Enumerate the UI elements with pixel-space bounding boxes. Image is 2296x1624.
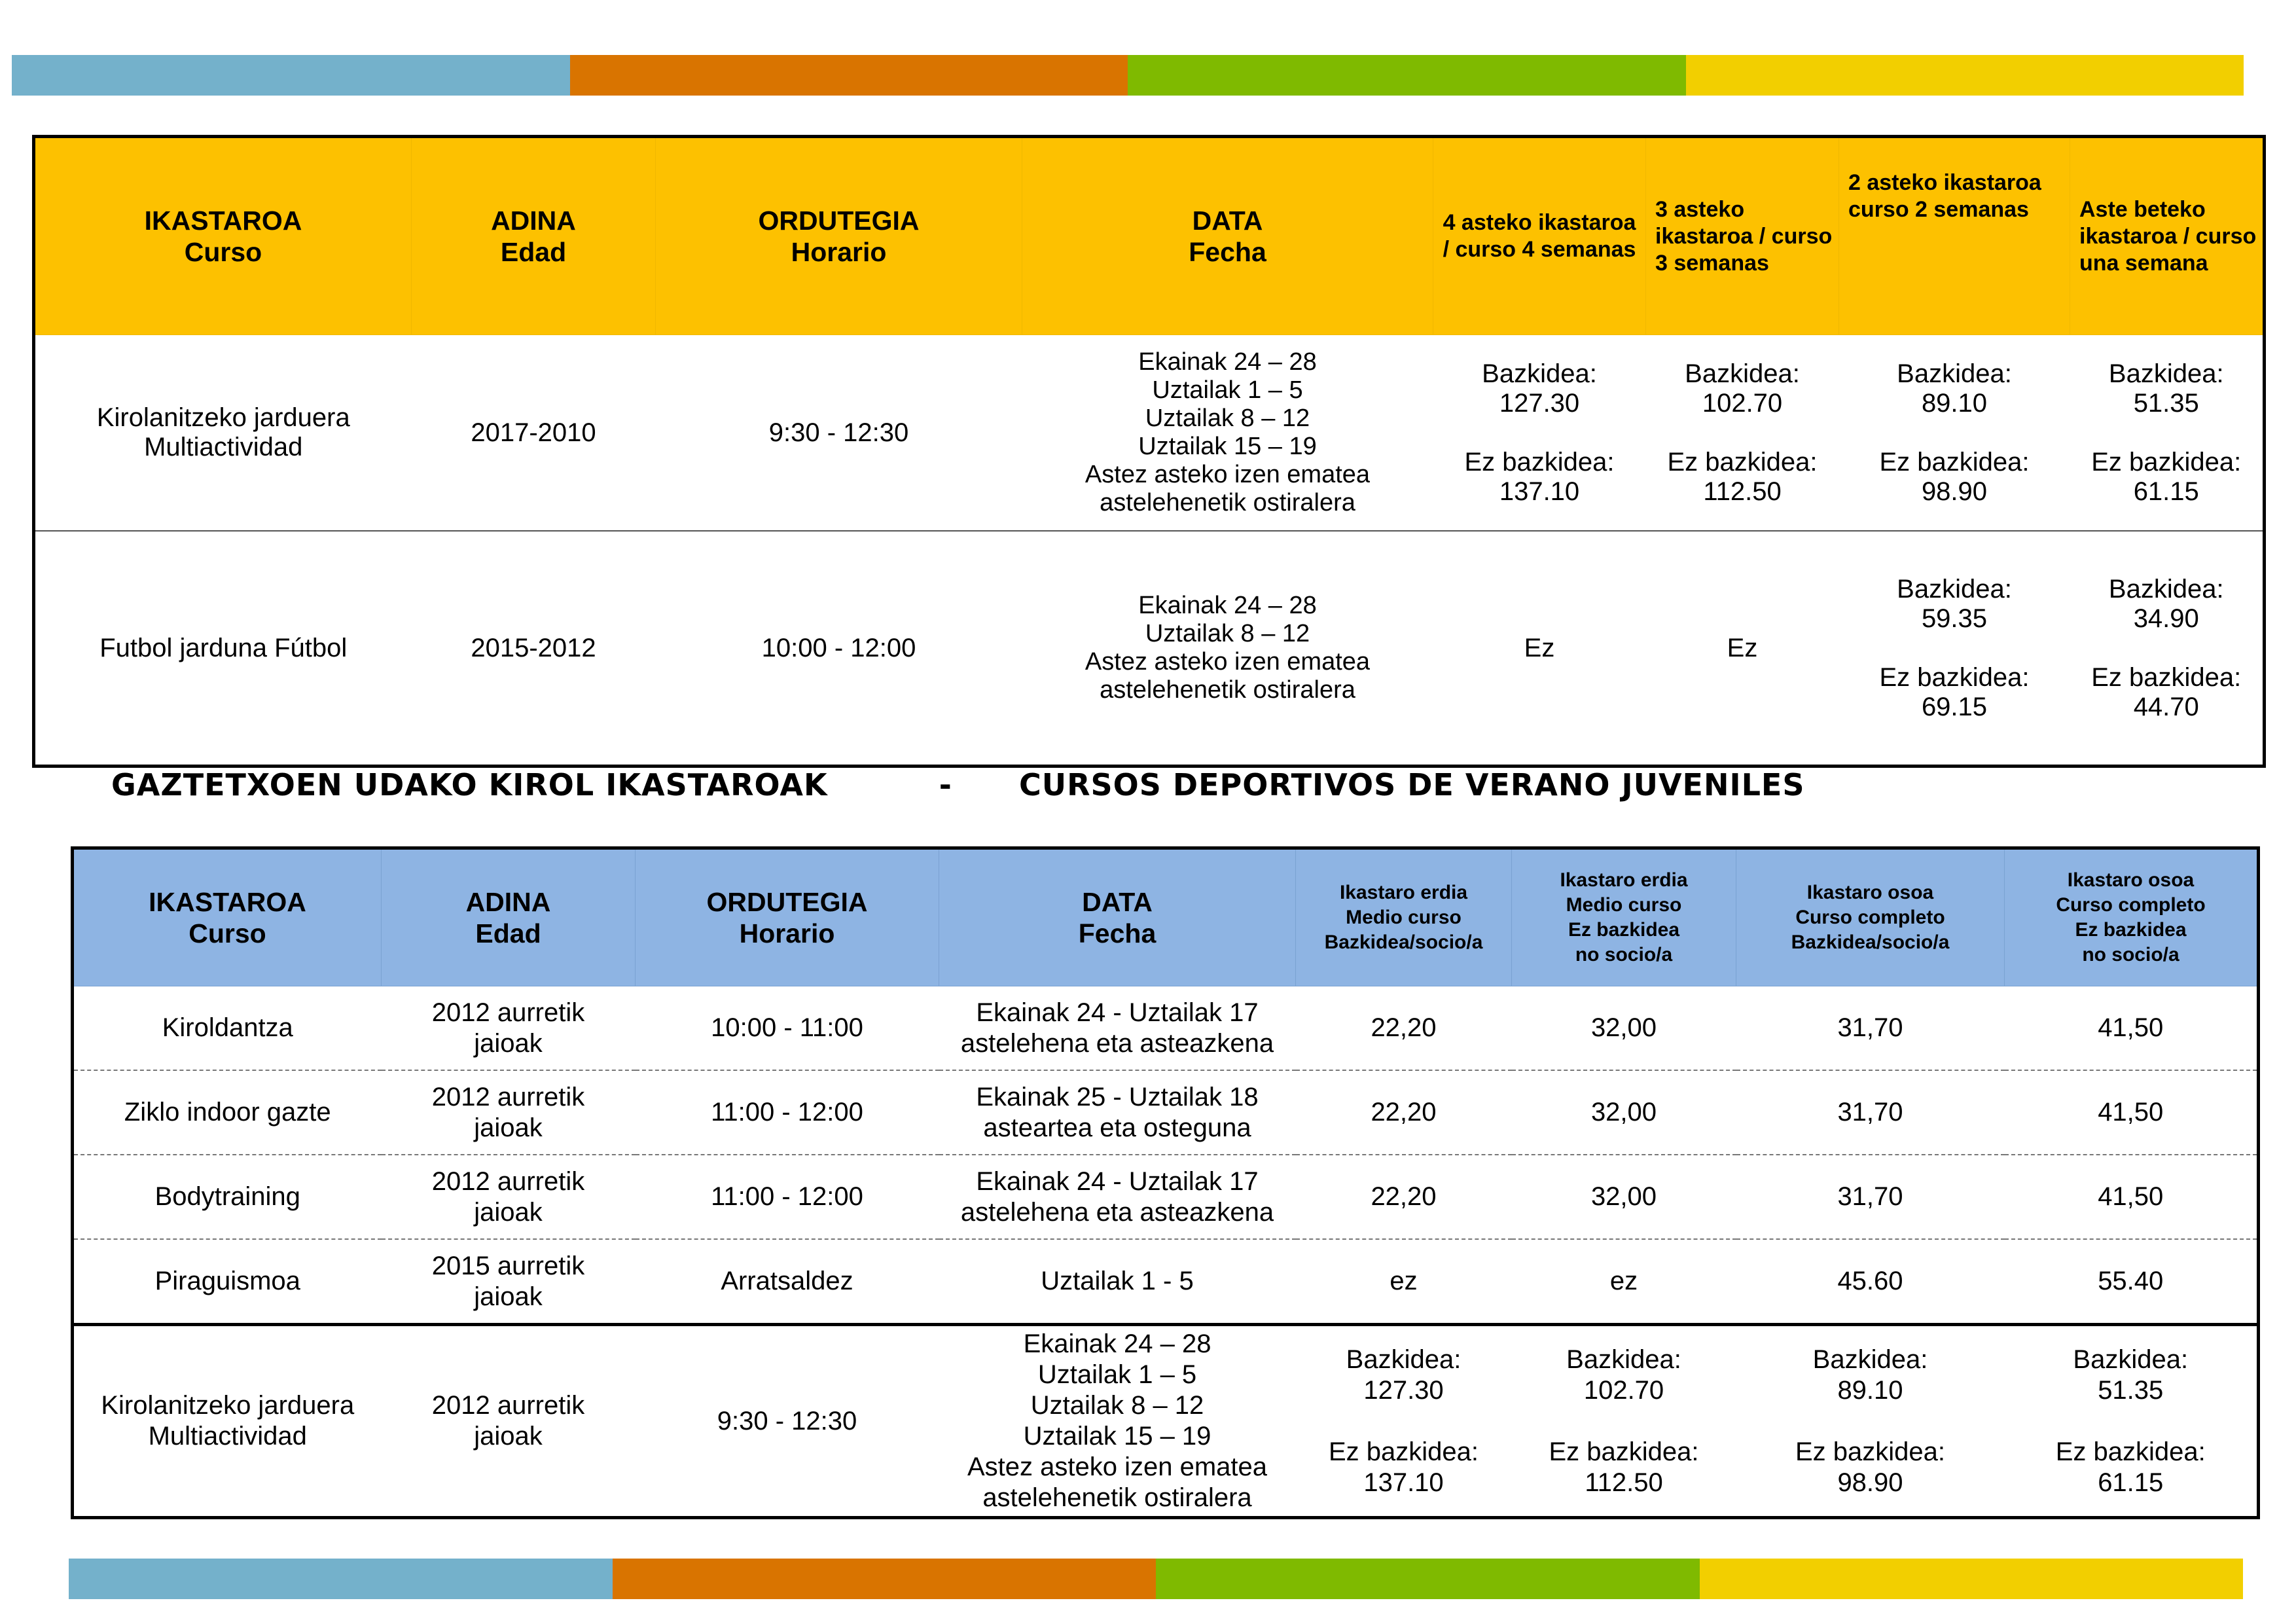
cell-edad: 2012 aurretik jaioak [382,986,636,1071]
cell-price: 22,20 [1296,1070,1512,1155]
header-horario: ORDUTEGIA Horario [636,848,939,986]
cell-price: 32,00 [1512,1070,1736,1155]
cell-price: 22,20 [1296,986,1512,1071]
cell-price: Bazkidea: 51.35 Ez bazkidea: 61.15 [2055,1344,2206,1497]
bottom-color-stripe [69,1559,2243,1599]
table-row [73,1070,2259,1155]
cell-fecha: Ekainak 24 – 28 Uztailak 8 – 12 Astez asteko izen ematea astelehenetik ostiralera [1085,592,1371,704]
cell-fecha: Ekainak 24 - Uztailak 17 astelehena eta asteazkena [939,986,1296,1071]
cell-price-2w: Bazkidea: 59.35 Ez bazkidea: 69.15 [1879,574,2030,721]
table-header-row [34,137,2265,335]
header-medio-socio: Ikastaro erdia Medio curso Bazkidea/socio/a [1296,848,1512,986]
cell-price: 22,20 [1296,1155,1512,1239]
section-title [111,767,1804,803]
header-edad: ADINA Edad [382,848,636,986]
cell-curso: Futbol jarduna Fútbol [99,633,348,662]
cell-edad: 2012 aurretik jaioak [382,1070,636,1155]
cell-edad: 2012 aurretik jaioak [431,1391,585,1451]
header-edad: ADINA Edad [412,137,656,335]
cell-curso: Piraguismoa [73,1239,382,1325]
header-1-week: Aste beteko ikastaroa / curso una semana [2070,137,2265,335]
table-row [34,335,2265,532]
cell-price: ez [1296,1239,1512,1325]
cell-price: 41,50 [2005,986,2259,1071]
header-fecha: DATA Fecha [939,848,1296,986]
header-completo-nosocio: Ikastaro osoa Curso completo Ez bazkidea no socio/a [2005,848,2259,986]
stripe-orange [570,55,1128,96]
stripe-blue [69,1559,613,1599]
header-2-weeks: 2 asteko ikastaroa curso 2 semanas [1839,137,2070,335]
cell-edad: 2017-2010 [412,335,656,532]
header-completo-socio: Ikastaro osoa Curso completo Bazkidea/socio/a [1736,848,2005,986]
stripe-green [1156,1559,1700,1599]
header-curso: IKASTAROA Curso [73,848,382,986]
cell-fecha: Ekainak 24 – 28 Uztailak 1 – 5 Uztailak 8 – 12 Uztailak 15 – 19 Astez asteko izen ematea astelehenetik ostiralera [967,1329,1268,1512]
cell-price-3w: Ez [1727,633,1758,662]
cell-price: 31,70 [1736,986,2005,1071]
header-curso: IKASTAROA Curso [34,137,412,335]
section-title-eu: GAZTETXOEN UDAKO KIROL IKASTAROAK [111,767,828,803]
table-row [73,1155,2259,1239]
cell-price: 45.60 [1736,1239,2005,1325]
cell-curso: Kirolanitzeko jarduera Multiactividad [101,1391,355,1451]
cell-curso: Bodytraining [73,1155,382,1239]
stripe-yellow [1686,55,2244,96]
stripe-green [1128,55,1686,96]
cell-curso: Ziklo indoor gazte [73,1070,382,1155]
header-fecha: DATA Fecha [1022,137,1433,335]
cell-horario: 10:00 - 11:00 [636,986,939,1071]
cell-horario: 9:30 - 12:30 [717,1406,857,1435]
stripe-blue [12,55,570,96]
table-row [73,1239,2259,1325]
table-row [73,1325,2259,1518]
cell-price-4w: Bazkidea: 127.30 Ez bazkidea: 137.10 [1433,335,1646,532]
cell-horario: 11:00 - 12:00 [636,1155,939,1239]
cell-horario: 9:30 - 12:30 [656,335,1022,532]
cell-price-2w: Bazkidea: 89.10 Ez bazkidea: 98.90 [1839,335,2070,532]
cell-price: 31,70 [1736,1070,2005,1155]
table-header-row [73,848,2259,986]
cell-price: ez [1512,1239,1736,1325]
stripe-orange [613,1559,1157,1599]
cell-fecha: Ekainak 24 – 28 Uztailak 1 – 5 Uztailak 8 – 12 Uztailak 15 – 19 Astez asteko izen ematea astelehenetik ostiralera [1022,335,1433,532]
cell-edad: 2015-2012 [471,633,596,662]
cell-fecha: Ekainak 24 - Uztailak 17 astelehena eta asteazkena [939,1155,1296,1239]
header-3-weeks: 3 asteko ikastaroa / curso 3 semanas [1646,137,1839,335]
section-title-sep: - [939,767,952,803]
cell-price-3w: Bazkidea: 102.70 Ez bazkidea: 112.50 [1646,335,1839,532]
cell-curso: Kiroldantza [73,986,382,1071]
cell-price: Bazkidea: 127.30 Ez bazkidea: 137.10 [1328,1344,1479,1497]
cell-price: 31,70 [1736,1155,2005,1239]
cell-horario: 11:00 - 12:00 [636,1070,939,1155]
cell-price: 41,50 [2005,1155,2259,1239]
courses-table-youth [71,846,2260,1519]
header-medio-nosocio: Ikastaro erdia Medio curso Ez bazkidea no socio/a [1512,848,1736,986]
cell-edad: 2015 aurretik jaioak [382,1239,636,1325]
header-4-weeks: 4 asteko ikastaroa / curso 4 semanas [1433,137,1646,335]
cell-curso: Kirolanitzeko jarduera Multiactividad [34,335,412,532]
section-title-es: CURSOS DEPORTIVOS DE VERANO JUVENILES [1018,767,1805,803]
table-row [34,531,2265,767]
cell-horario: 10:00 - 12:00 [761,633,916,662]
cell-horario: Arratsaldez [636,1239,939,1325]
cell-edad: 2012 aurretik jaioak [382,1155,636,1239]
stripe-yellow [1700,1559,2244,1599]
cell-price-1w: Bazkidea: 51.35 Ez bazkidea: 61.15 [2070,335,2265,532]
cell-price: 32,00 [1512,1155,1736,1239]
table-row [73,986,2259,1071]
cell-price: Bazkidea: 89.10 Ez bazkidea: 98.90 [1795,1344,1946,1497]
cell-price-4w: Ez [1524,633,1555,662]
cell-fecha: Uztailak 1 - 5 [939,1239,1296,1325]
top-color-stripe [12,55,2244,96]
cell-price: 41,50 [2005,1070,2259,1155]
cell-price-1w: Bazkidea: 34.90 Ez bazkidea: 44.70 [2091,574,2242,721]
cell-price: 32,00 [1512,986,1736,1071]
courses-table-children [32,135,2266,768]
cell-fecha: Ekainak 25 - Uztailak 18 asteartea eta osteguna [939,1070,1296,1155]
cell-price: 55.40 [2005,1239,2259,1325]
header-horario: ORDUTEGIA Horario [656,137,1022,335]
cell-price: Bazkidea: 102.70 Ez bazkidea: 112.50 [1549,1344,1699,1497]
